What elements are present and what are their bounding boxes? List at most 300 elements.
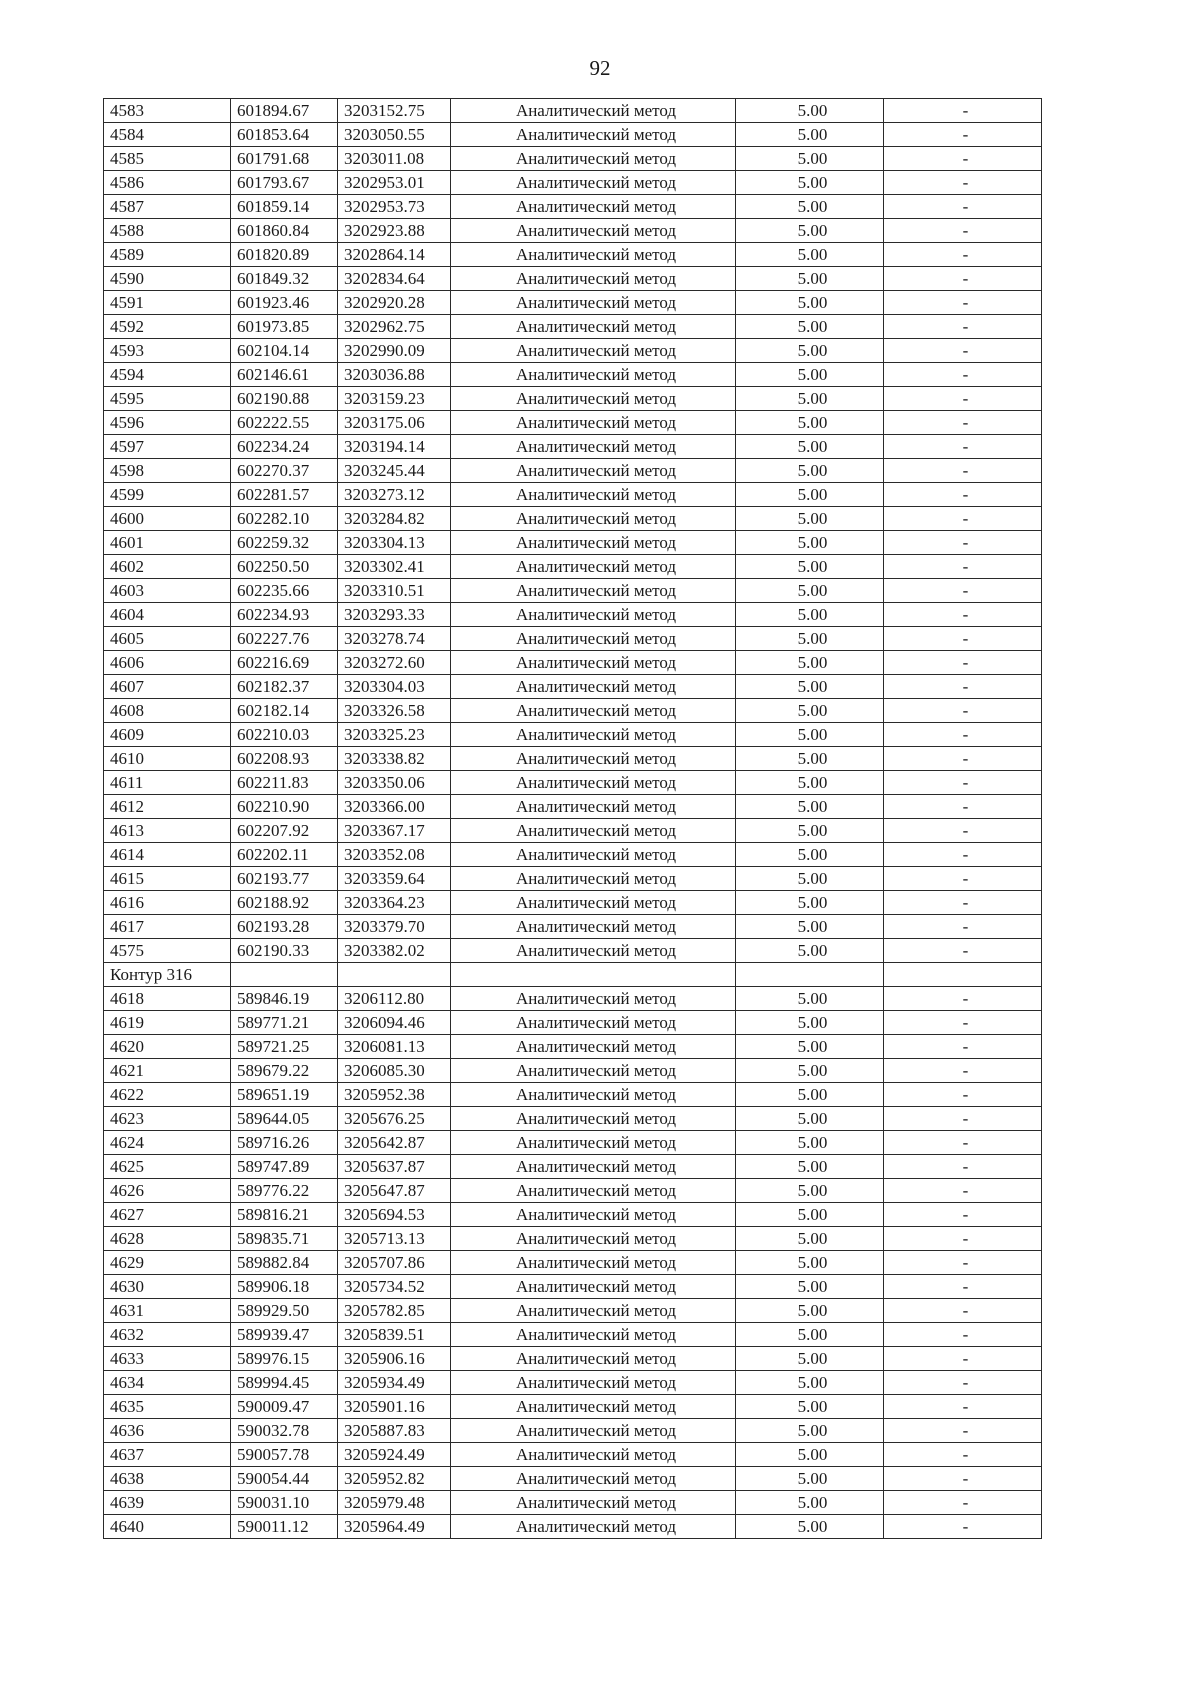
coordinate-x-cell: 589679.22 bbox=[231, 1059, 338, 1083]
point-number-cell: 4612 bbox=[104, 795, 231, 819]
point-number-cell: 4596 bbox=[104, 411, 231, 435]
table-row bbox=[104, 219, 1042, 243]
table-row bbox=[104, 699, 1042, 723]
description-cell: - bbox=[884, 291, 1042, 315]
accuracy-cell: 5.00 bbox=[736, 795, 884, 819]
description-cell: - bbox=[884, 675, 1042, 699]
accuracy-cell: 5.00 bbox=[736, 1203, 884, 1227]
coordinate-y-cell: 3203366.00 bbox=[338, 795, 451, 819]
accuracy-cell: 5.00 bbox=[736, 1059, 884, 1083]
description-cell: - bbox=[884, 1299, 1042, 1323]
method-cell: Аналитический метод bbox=[451, 1491, 736, 1515]
point-number-cell: 4630 bbox=[104, 1275, 231, 1299]
method-cell: Аналитический метод bbox=[451, 1059, 736, 1083]
point-number-cell: 4632 bbox=[104, 1323, 231, 1347]
method-cell: Аналитический метод bbox=[451, 267, 736, 291]
method-cell: Аналитический метод bbox=[451, 579, 736, 603]
point-number-cell: 4597 bbox=[104, 435, 231, 459]
accuracy-cell: 5.00 bbox=[736, 627, 884, 651]
description-cell bbox=[884, 963, 1042, 987]
description-cell: - bbox=[884, 435, 1042, 459]
description-cell: - bbox=[884, 939, 1042, 963]
table-row bbox=[104, 1179, 1042, 1203]
coordinate-x-cell: 602210.03 bbox=[231, 723, 338, 747]
coordinate-x-cell: 590031.10 bbox=[231, 1491, 338, 1515]
method-cell: Аналитический метод bbox=[451, 675, 736, 699]
coordinate-y-cell: 3202834.64 bbox=[338, 267, 451, 291]
coordinate-y-cell: 3205952.82 bbox=[338, 1467, 451, 1491]
accuracy-cell: 5.00 bbox=[736, 1227, 884, 1251]
accuracy-cell: 5.00 bbox=[736, 987, 884, 1011]
method-cell: Аналитический метод bbox=[451, 723, 736, 747]
coordinate-y-cell: 3203284.82 bbox=[338, 507, 451, 531]
table-row bbox=[104, 1155, 1042, 1179]
coordinate-y-cell: 3203379.70 bbox=[338, 915, 451, 939]
description-cell: - bbox=[884, 1491, 1042, 1515]
table-row bbox=[104, 867, 1042, 891]
table-row bbox=[104, 291, 1042, 315]
coordinate-x-cell: 601859.14 bbox=[231, 195, 338, 219]
description-cell: - bbox=[884, 1395, 1042, 1419]
method-cell: Аналитический метод bbox=[451, 1155, 736, 1179]
coordinate-x-cell: 602104.14 bbox=[231, 339, 338, 363]
accuracy-cell: 5.00 bbox=[736, 459, 884, 483]
point-number-cell: 4603 bbox=[104, 579, 231, 603]
point-number-cell: 4592 bbox=[104, 315, 231, 339]
table-row bbox=[104, 1419, 1042, 1443]
coordinate-x-cell: 602211.83 bbox=[231, 771, 338, 795]
table-row bbox=[104, 99, 1042, 123]
coordinate-x-cell: 602146.61 bbox=[231, 363, 338, 387]
coordinate-x-cell: 602190.33 bbox=[231, 939, 338, 963]
coordinate-y-cell: 3205979.48 bbox=[338, 1491, 451, 1515]
table-row bbox=[104, 747, 1042, 771]
method-cell: Аналитический метод bbox=[451, 339, 736, 363]
accuracy-cell: 5.00 bbox=[736, 699, 884, 723]
coordinate-x-cell: 602193.77 bbox=[231, 867, 338, 891]
description-cell: - bbox=[884, 1035, 1042, 1059]
accuracy-cell: 5.00 bbox=[736, 891, 884, 915]
accuracy-cell: 5.00 bbox=[736, 1347, 884, 1371]
point-number-cell: 4591 bbox=[104, 291, 231, 315]
method-cell: Аналитический метод bbox=[451, 195, 736, 219]
description-cell: - bbox=[884, 603, 1042, 627]
accuracy-cell: 5.00 bbox=[736, 819, 884, 843]
accuracy-cell: 5.00 bbox=[736, 435, 884, 459]
table-row bbox=[104, 1443, 1042, 1467]
description-cell: - bbox=[884, 171, 1042, 195]
method-cell: Аналитический метод bbox=[451, 411, 736, 435]
coordinate-x-cell: 601849.32 bbox=[231, 267, 338, 291]
method-cell: Аналитический метод bbox=[451, 1395, 736, 1419]
table-row bbox=[104, 123, 1042, 147]
method-cell: Аналитический метод bbox=[451, 819, 736, 843]
accuracy-cell: 5.00 bbox=[736, 339, 884, 363]
point-number-cell: 4622 bbox=[104, 1083, 231, 1107]
point-number-cell: 4611 bbox=[104, 771, 231, 795]
coordinate-x-cell: 590054.44 bbox=[231, 1467, 338, 1491]
table-row bbox=[104, 1347, 1042, 1371]
table-row bbox=[104, 147, 1042, 171]
description-cell: - bbox=[884, 1467, 1042, 1491]
coordinate-x-cell: 589644.05 bbox=[231, 1107, 338, 1131]
method-cell: Аналитический метод bbox=[451, 315, 736, 339]
table-row bbox=[104, 531, 1042, 555]
description-cell: - bbox=[884, 267, 1042, 291]
accuracy-cell: 5.00 bbox=[736, 1035, 884, 1059]
table-row bbox=[104, 843, 1042, 867]
point-number-cell: 4633 bbox=[104, 1347, 231, 1371]
point-number-cell: 4609 bbox=[104, 723, 231, 747]
coordinate-x-cell: 590009.47 bbox=[231, 1395, 338, 1419]
accuracy-cell: 5.00 bbox=[736, 843, 884, 867]
description-cell: - bbox=[884, 915, 1042, 939]
coordinate-y-cell: 3205964.49 bbox=[338, 1515, 451, 1539]
description-cell: - bbox=[884, 123, 1042, 147]
accuracy-cell bbox=[736, 963, 884, 987]
coordinate-x-cell: 602259.32 bbox=[231, 531, 338, 555]
coordinate-y-cell: 3202990.09 bbox=[338, 339, 451, 363]
point-number-cell: 4616 bbox=[104, 891, 231, 915]
table-row bbox=[104, 723, 1042, 747]
coordinate-x-cell: 602207.92 bbox=[231, 819, 338, 843]
coordinate-y-cell: 3203382.02 bbox=[338, 939, 451, 963]
coordinate-y-cell: 3203352.08 bbox=[338, 843, 451, 867]
coordinate-y-cell: 3205906.16 bbox=[338, 1347, 451, 1371]
coordinate-x-cell: 589846.19 bbox=[231, 987, 338, 1011]
table-row bbox=[104, 915, 1042, 939]
coordinate-y-cell: 3203310.51 bbox=[338, 579, 451, 603]
point-number-cell: 4627 bbox=[104, 1203, 231, 1227]
coordinate-y-cell: 3205887.83 bbox=[338, 1419, 451, 1443]
point-number-cell: 4634 bbox=[104, 1371, 231, 1395]
point-number-cell: 4613 bbox=[104, 819, 231, 843]
point-number-cell: 4639 bbox=[104, 1491, 231, 1515]
method-cell: Аналитический метод bbox=[451, 435, 736, 459]
description-cell: - bbox=[884, 99, 1042, 123]
table-row bbox=[104, 771, 1042, 795]
point-number-cell: 4585 bbox=[104, 147, 231, 171]
description-cell: - bbox=[884, 651, 1042, 675]
coordinate-x-cell: 589882.84 bbox=[231, 1251, 338, 1275]
point-number-cell: 4593 bbox=[104, 339, 231, 363]
description-cell: - bbox=[884, 1131, 1042, 1155]
method-cell: Аналитический метод bbox=[451, 1011, 736, 1035]
point-number-cell: 4588 bbox=[104, 219, 231, 243]
table-row bbox=[104, 339, 1042, 363]
coordinate-x-cell: 589906.18 bbox=[231, 1275, 338, 1299]
accuracy-cell: 5.00 bbox=[736, 1011, 884, 1035]
description-cell: - bbox=[884, 987, 1042, 1011]
point-number-cell: 4606 bbox=[104, 651, 231, 675]
description-cell: - bbox=[884, 243, 1042, 267]
accuracy-cell: 5.00 bbox=[736, 675, 884, 699]
method-cell: Аналитический метод bbox=[451, 363, 736, 387]
table-row bbox=[104, 987, 1042, 1011]
coordinate-y-cell: 3205924.49 bbox=[338, 1443, 451, 1467]
coordinate-x-cell: 601791.68 bbox=[231, 147, 338, 171]
coordinate-y-cell: 3203152.75 bbox=[338, 99, 451, 123]
accuracy-cell: 5.00 bbox=[736, 651, 884, 675]
point-number-cell: 4584 bbox=[104, 123, 231, 147]
point-number-cell: 4617 bbox=[104, 915, 231, 939]
coordinate-x-cell: 602282.10 bbox=[231, 507, 338, 531]
point-number-cell: 4636 bbox=[104, 1419, 231, 1443]
coordinate-x-cell: 589939.47 bbox=[231, 1323, 338, 1347]
coordinate-y-cell: 3203011.08 bbox=[338, 147, 451, 171]
point-number-cell: 4629 bbox=[104, 1251, 231, 1275]
accuracy-cell: 5.00 bbox=[736, 363, 884, 387]
description-cell: - bbox=[884, 1515, 1042, 1539]
coordinate-y-cell: 3203278.74 bbox=[338, 627, 451, 651]
method-cell: Аналитический метод bbox=[451, 603, 736, 627]
coordinate-x-cell: 602270.37 bbox=[231, 459, 338, 483]
point-number-cell: 4619 bbox=[104, 1011, 231, 1035]
accuracy-cell: 5.00 bbox=[736, 1083, 884, 1107]
coordinate-y-cell: 3205642.87 bbox=[338, 1131, 451, 1155]
table-row bbox=[104, 1251, 1042, 1275]
accuracy-cell: 5.00 bbox=[736, 771, 884, 795]
method-cell: Аналитический метод bbox=[451, 627, 736, 651]
accuracy-cell: 5.00 bbox=[736, 723, 884, 747]
method-cell: Аналитический метод bbox=[451, 651, 736, 675]
method-cell: Аналитический метод bbox=[451, 1275, 736, 1299]
coordinate-y-cell: 3205637.87 bbox=[338, 1155, 451, 1179]
description-cell: - bbox=[884, 1203, 1042, 1227]
accuracy-cell: 5.00 bbox=[736, 1443, 884, 1467]
coordinate-y-cell: 3205839.51 bbox=[338, 1323, 451, 1347]
coordinate-x-cell: 602216.69 bbox=[231, 651, 338, 675]
table-row bbox=[104, 195, 1042, 219]
coordinate-y-cell: 3203338.82 bbox=[338, 747, 451, 771]
accuracy-cell: 5.00 bbox=[736, 1323, 884, 1347]
table-row bbox=[104, 243, 1042, 267]
description-cell: - bbox=[884, 507, 1042, 531]
method-cell: Аналитический метод bbox=[451, 123, 736, 147]
accuracy-cell: 5.00 bbox=[736, 195, 884, 219]
method-cell: Аналитический метод bbox=[451, 843, 736, 867]
accuracy-cell: 5.00 bbox=[736, 1299, 884, 1323]
table-row bbox=[104, 795, 1042, 819]
method-cell: Аналитический метод bbox=[451, 1107, 736, 1131]
point-number-cell: 4594 bbox=[104, 363, 231, 387]
description-cell: - bbox=[884, 219, 1042, 243]
table-row bbox=[104, 411, 1042, 435]
coordinate-y-cell bbox=[338, 963, 451, 987]
description-cell: - bbox=[884, 1251, 1042, 1275]
point-number-cell: 4599 bbox=[104, 483, 231, 507]
method-cell: Аналитический метод bbox=[451, 459, 736, 483]
point-number-cell: 4600 bbox=[104, 507, 231, 531]
coordinates-table bbox=[103, 98, 1042, 1539]
coordinate-y-cell: 3206112.80 bbox=[338, 987, 451, 1011]
accuracy-cell: 5.00 bbox=[736, 1251, 884, 1275]
method-cell: Аналитический метод bbox=[451, 387, 736, 411]
table-row bbox=[104, 1275, 1042, 1299]
description-cell: - bbox=[884, 747, 1042, 771]
method-cell: Аналитический метод bbox=[451, 891, 736, 915]
coordinate-x-cell: 589716.26 bbox=[231, 1131, 338, 1155]
point-number-cell: 4575 bbox=[104, 939, 231, 963]
accuracy-cell: 5.00 bbox=[736, 147, 884, 171]
accuracy-cell: 5.00 bbox=[736, 555, 884, 579]
table-row bbox=[104, 363, 1042, 387]
table-row bbox=[104, 819, 1042, 843]
coordinate-x-cell: 602234.93 bbox=[231, 603, 338, 627]
point-number-cell: 4638 bbox=[104, 1467, 231, 1491]
page-number: 92 bbox=[589, 56, 611, 80]
description-cell: - bbox=[884, 1419, 1042, 1443]
accuracy-cell: 5.00 bbox=[736, 1467, 884, 1491]
point-number-cell: 4587 bbox=[104, 195, 231, 219]
description-cell: - bbox=[884, 1179, 1042, 1203]
method-cell: Аналитический метод bbox=[451, 171, 736, 195]
table-row bbox=[104, 1515, 1042, 1539]
method-cell: Аналитический метод bbox=[451, 483, 736, 507]
description-cell: - bbox=[884, 555, 1042, 579]
description-cell: - bbox=[884, 1155, 1042, 1179]
description-cell: - bbox=[884, 459, 1042, 483]
coordinate-x-cell: 602250.50 bbox=[231, 555, 338, 579]
coordinates-table-body bbox=[104, 99, 1042, 1539]
table-row bbox=[104, 603, 1042, 627]
coordinate-y-cell: 3202962.75 bbox=[338, 315, 451, 339]
method-cell: Аналитический метод bbox=[451, 795, 736, 819]
method-cell: Аналитический метод bbox=[451, 147, 736, 171]
table-row bbox=[104, 555, 1042, 579]
coordinate-y-cell: 3206094.46 bbox=[338, 1011, 451, 1035]
coordinate-y-cell: 3202953.73 bbox=[338, 195, 451, 219]
description-cell: - bbox=[884, 363, 1042, 387]
method-cell: Аналитический метод bbox=[451, 1347, 736, 1371]
accuracy-cell: 5.00 bbox=[736, 291, 884, 315]
coordinate-y-cell: 3205713.13 bbox=[338, 1227, 451, 1251]
coordinate-x-cell: 602190.88 bbox=[231, 387, 338, 411]
accuracy-cell: 5.00 bbox=[736, 315, 884, 339]
point-number-cell: 4626 bbox=[104, 1179, 231, 1203]
accuracy-cell: 5.00 bbox=[736, 387, 884, 411]
description-cell: - bbox=[884, 1107, 1042, 1131]
description-cell: - bbox=[884, 1059, 1042, 1083]
coordinate-x-cell: 602210.90 bbox=[231, 795, 338, 819]
accuracy-cell: 5.00 bbox=[736, 603, 884, 627]
accuracy-cell: 5.00 bbox=[736, 915, 884, 939]
point-number-cell: 4623 bbox=[104, 1107, 231, 1131]
accuracy-cell: 5.00 bbox=[736, 123, 884, 147]
section-row bbox=[104, 963, 1042, 987]
accuracy-cell: 5.00 bbox=[736, 867, 884, 891]
point-number-cell: 4637 bbox=[104, 1443, 231, 1467]
coordinate-x-cell: 601860.84 bbox=[231, 219, 338, 243]
point-number-cell: 4583 bbox=[104, 99, 231, 123]
coordinate-y-cell: 3203036.88 bbox=[338, 363, 451, 387]
method-cell: Аналитический метод bbox=[451, 1035, 736, 1059]
coordinate-y-cell: 3203273.12 bbox=[338, 483, 451, 507]
table-row bbox=[104, 939, 1042, 963]
table-row bbox=[104, 1083, 1042, 1107]
coordinate-y-cell: 3202920.28 bbox=[338, 291, 451, 315]
coordinate-y-cell: 3203350.06 bbox=[338, 771, 451, 795]
accuracy-cell: 5.00 bbox=[736, 243, 884, 267]
table-row bbox=[104, 171, 1042, 195]
table-row bbox=[104, 651, 1042, 675]
coordinate-y-cell: 3203293.33 bbox=[338, 603, 451, 627]
method-cell: Аналитический метод bbox=[451, 915, 736, 939]
table-row bbox=[104, 675, 1042, 699]
method-cell: Аналитический метод bbox=[451, 1203, 736, 1227]
point-number-cell: 4625 bbox=[104, 1155, 231, 1179]
table-row bbox=[104, 1227, 1042, 1251]
method-cell: Аналитический метод bbox=[451, 1419, 736, 1443]
description-cell: - bbox=[884, 387, 1042, 411]
table-row bbox=[104, 1059, 1042, 1083]
description-cell: - bbox=[884, 1227, 1042, 1251]
coordinate-x-cell: 602188.92 bbox=[231, 891, 338, 915]
coordinate-y-cell: 3205707.86 bbox=[338, 1251, 451, 1275]
method-cell: Аналитический метод bbox=[451, 699, 736, 723]
coordinate-y-cell: 3202864.14 bbox=[338, 243, 451, 267]
table-row bbox=[104, 1371, 1042, 1395]
coordinate-x-cell: 601853.64 bbox=[231, 123, 338, 147]
method-cell: Аналитический метод bbox=[451, 1323, 736, 1347]
coordinate-x-cell: 601793.67 bbox=[231, 171, 338, 195]
method-cell: Аналитический метод bbox=[451, 771, 736, 795]
accuracy-cell: 5.00 bbox=[736, 99, 884, 123]
coordinate-y-cell: 3205901.16 bbox=[338, 1395, 451, 1419]
coordinate-x-cell: 589835.71 bbox=[231, 1227, 338, 1251]
coordinate-y-cell: 3206081.13 bbox=[338, 1035, 451, 1059]
coordinate-x-cell: 602202.11 bbox=[231, 843, 338, 867]
coordinate-x-cell: 601923.46 bbox=[231, 291, 338, 315]
accuracy-cell: 5.00 bbox=[736, 483, 884, 507]
coordinate-y-cell: 3203245.44 bbox=[338, 459, 451, 483]
coordinate-x-cell: 602208.93 bbox=[231, 747, 338, 771]
point-number-cell: 4615 bbox=[104, 867, 231, 891]
table-row bbox=[104, 387, 1042, 411]
point-number-cell: 4608 bbox=[104, 699, 231, 723]
coordinate-x-cell: 589994.45 bbox=[231, 1371, 338, 1395]
coordinate-x-cell: 602234.24 bbox=[231, 435, 338, 459]
table-row bbox=[104, 1299, 1042, 1323]
coordinate-y-cell: 3202923.88 bbox=[338, 219, 451, 243]
description-cell: - bbox=[884, 1347, 1042, 1371]
method-cell: Аналитический метод bbox=[451, 1251, 736, 1275]
point-number-cell: 4610 bbox=[104, 747, 231, 771]
point-number-cell: 4601 bbox=[104, 531, 231, 555]
coordinate-x-cell: 602193.28 bbox=[231, 915, 338, 939]
description-cell: - bbox=[884, 483, 1042, 507]
coordinate-x-cell: 602182.37 bbox=[231, 675, 338, 699]
point-number-cell: 4598 bbox=[104, 459, 231, 483]
coordinate-x-cell bbox=[231, 963, 338, 987]
coordinate-x-cell: 589816.21 bbox=[231, 1203, 338, 1227]
coordinate-x-cell: 590032.78 bbox=[231, 1419, 338, 1443]
coordinate-y-cell: 3203159.23 bbox=[338, 387, 451, 411]
point-number-cell: 4628 bbox=[104, 1227, 231, 1251]
method-cell: Аналитический метод bbox=[451, 1371, 736, 1395]
description-cell: - bbox=[884, 1323, 1042, 1347]
coordinate-x-cell: 602227.76 bbox=[231, 627, 338, 651]
coordinate-x-cell: 589929.50 bbox=[231, 1299, 338, 1323]
point-number-cell: 4631 bbox=[104, 1299, 231, 1323]
accuracy-cell: 5.00 bbox=[736, 1107, 884, 1131]
method-cell: Аналитический метод bbox=[451, 987, 736, 1011]
coordinate-y-cell: 3205734.52 bbox=[338, 1275, 451, 1299]
table-row bbox=[104, 459, 1042, 483]
table-row bbox=[104, 579, 1042, 603]
method-cell: Аналитический метод bbox=[451, 1515, 736, 1539]
method-cell: Аналитический метод bbox=[451, 555, 736, 579]
